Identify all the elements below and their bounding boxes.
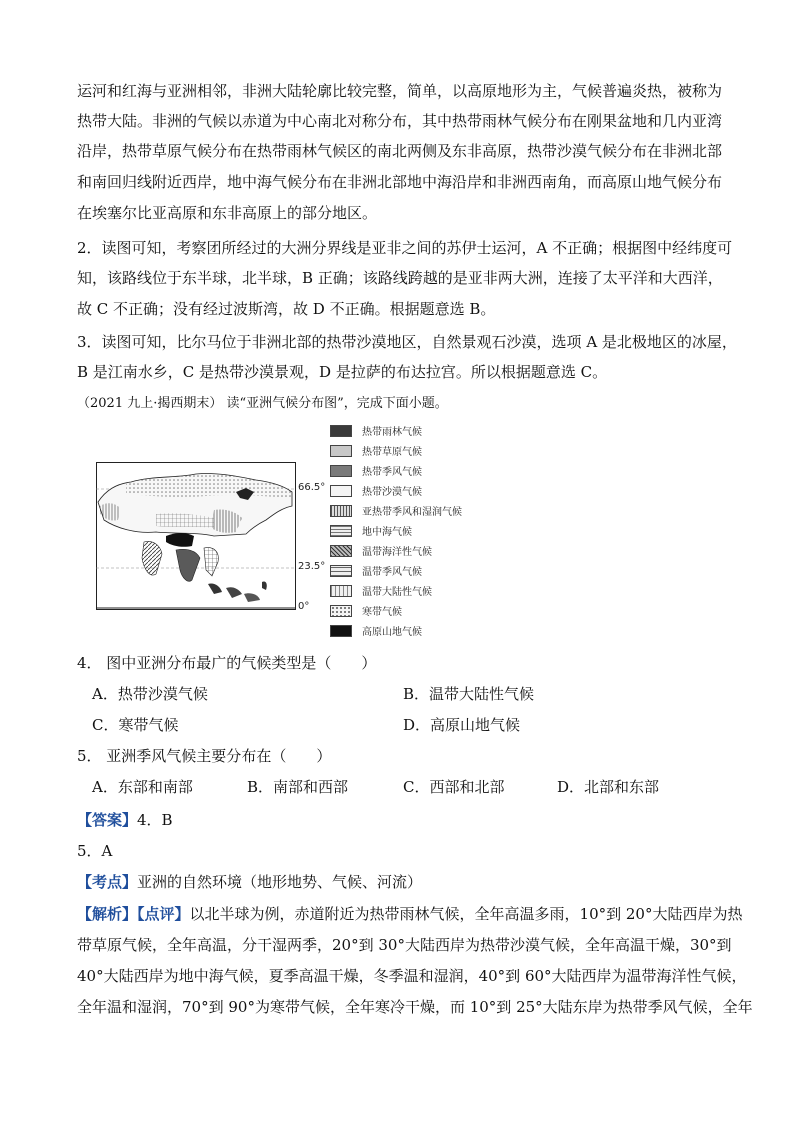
latitude-label: 0° [298,601,310,612]
legend-item [330,424,530,438]
jiexi-tag: 【解析】 [77,905,138,923]
legend-swatch [330,445,352,457]
legend-swatch [330,625,352,637]
q4-option-d: D．高原山地气候 [403,716,521,734]
legend-item [330,444,530,458]
paragraph-line: 和南回归线附近西岸，地中海气候分布在非洲北部地中海沿岸和非洲西南角，而高原山地气候分布 [77,173,723,191]
answer-tag: 【答案】 [77,811,138,829]
kaodian-tag: 【考点】 [77,873,138,891]
latitude-label: 23.5° [298,561,326,572]
question-4-stem: 4． 图中亚洲分布最广的气候类型是（ ） [77,654,377,672]
legend-item [330,564,530,578]
q4-option-c: C．寒带气候 [92,716,179,734]
paragraph-line: 故 C 不正确；没有经过波斯湾，故 D 不正确。根据题意选 B。 [77,300,496,318]
q4-option-b: B．温带大陆性气候 [403,685,535,703]
kaodian-text: 亚洲的自然环境（地形地势、气候、河流） [137,873,423,891]
dianping-tag: 【点评】 [137,905,190,923]
legend-item [330,524,530,538]
paragraph-line: 热带大陆。非洲的气候以赤道为中心南北对称分布，其中热带雨林气候分布在刚果盆地和几内亚湾 [77,112,723,130]
q4-option-a: A．热带沙漠气候 [92,685,208,703]
paragraph-line: 运河和红海与亚洲相邻，非洲大陆轮廓比较完整，简单，以高原地形为主，气候普遍炎热，被称为 [77,82,723,100]
legend-swatch [330,585,352,597]
legend-item [330,544,530,558]
legend-label: 地中海气候 [362,527,412,538]
legend-swatch [330,485,352,497]
jiexi-text: 以北半球为例，赤道附近为热带雨林气候，全年高温多雨，10°到 20°大陆西岸为热 [189,905,743,923]
legend-label: 温带季风气候 [362,567,422,578]
paragraph-line: 在埃塞尔比亚高原和东非高原上的部分地区。 [77,204,378,222]
legend-label: 亚热带季风和湿润气候 [362,507,462,518]
legend-swatch [330,465,352,477]
legend-swatch [330,605,352,617]
jiexi-line: 全年温和湿润，70°到 90°为寒带气候，全年寒冷干燥，而 10°到 25°大陆东岸为热带季风气候，全年 [77,998,753,1016]
jiexi-line: 带草原气候，全年高温，分干湿两季，20°到 30°大陆西岸为热带沙漠气候，全年高温干燥，30°到 [77,936,732,954]
paragraph-line: B 是江南水乡，C 是热带沙漠景观，D 是拉萨的布达拉宫。所以根据题意选 C。 [77,363,608,381]
paragraph-line: 沿岸，热带草原气候分布在热带雨林气候区的南北两侧及东非高原，热带沙漠气候分布在非洲北部 [77,142,723,160]
q5-option-d: D．北部和东部 [557,778,660,796]
legend-item [330,484,530,498]
legend-item [330,624,530,638]
jiexi-line [77,899,742,929]
question-5-stem: 5． 亚洲季风气候主要分布在（ ） [77,747,332,765]
legend-label: 高原山地气候 [362,627,422,638]
legend-swatch [330,505,352,517]
kaodian-line [77,867,422,897]
q5-option-c: C．西部和北部 [403,778,505,796]
legend-item [330,504,530,518]
q5-option-a: A．东部和南部 [92,778,193,796]
legend-item [330,584,530,598]
legend-label: 温带大陆性气候 [362,587,432,598]
question-intro: （2021 九上·揭西期末） 读“亚洲气候分布图”，完成下面小题。 [77,396,448,411]
legend-swatch [330,525,352,537]
latitude-label: 66.5° [298,482,326,493]
legend-label: 热带雨林气候 [362,427,422,438]
q5-option-b: B．南部和西部 [247,778,349,796]
answer-line [77,805,173,835]
paragraph-line: 知，该路线位于东半球，北半球，B 正确；该路线跨越的是亚非两大洲，连接了太平洋和大西洋， [77,269,723,287]
legend-item [330,604,530,618]
paragraph-line: 3．读图可知，比尔马位于非洲北部的热带沙漠地区，自然景观石沙漠，选项 A 是北极地区的冰屋， [77,333,737,351]
legend-swatch [330,545,352,557]
legend-label: 热带沙漠气候 [362,487,422,498]
answer-text: 4．B [137,811,173,829]
jiexi-line: 40°大陆西岸为地中海气候，夏季高温干燥，冬季温和湿润，40°到 60°大陆西岸为温带海洋性气候， [77,967,747,985]
paragraph-line: 2．读图可知，考察团所经过的大洲分界线是亚非之间的苏伊士运河，A 不正确；根据图中经纬度可 [77,239,733,257]
asia-climate-map [96,462,326,612]
legend-label: 热带季风气候 [362,467,422,478]
legend-swatch [330,565,352,577]
legend-label: 寒带气候 [362,607,402,618]
legend-label: 热带草原气候 [362,447,422,458]
legend-label: 温带海洋性气候 [362,547,432,558]
legend-swatch [330,425,352,437]
answer-line-2: 5．A [77,842,113,860]
legend-item [330,464,530,478]
map-image [96,462,296,610]
